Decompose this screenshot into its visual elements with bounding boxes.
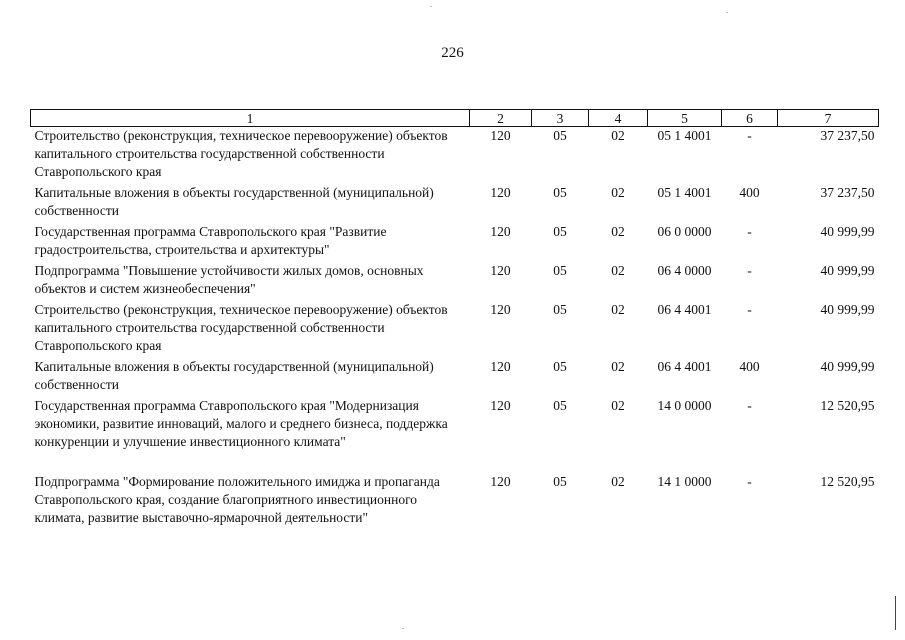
- row-col-2: 120: [490, 263, 511, 278]
- header-col-3: 3: [532, 110, 589, 127]
- table-row: [31, 262, 879, 301]
- row-col-7: 40 999,99: [820, 302, 875, 317]
- row-name: Капитальные вложения в объекты государственной (муниципальной) собственности: [34, 359, 434, 392]
- row-name: Строительство (реконструкция, техническое перевооружение) объектов капитального строительства государственной собственности Ставропольского края: [34, 128, 448, 179]
- row-col-2: 120: [490, 474, 511, 489]
- row-name: Подпрограмма "Формирование положительного имиджа и пропаганда Ставропольского края, создание благоприятного инвестиционного климата, развитие выставочно-ярмарочной деятельности": [34, 474, 440, 525]
- row-col-3: 05: [553, 302, 567, 317]
- row-col-5: 14 0 0000: [657, 398, 712, 413]
- table-row: [31, 358, 879, 397]
- row-col-3: 05: [553, 263, 567, 278]
- table-row: [31, 473, 879, 544]
- row-col-2: 120: [490, 302, 511, 317]
- row-col-7: 37 237,50: [820, 128, 875, 143]
- row-col-5: 06 4 4001: [657, 302, 712, 317]
- header-col-6: 6: [722, 110, 778, 127]
- scan-speck: [430, 6, 432, 7]
- row-col-4: 02: [611, 302, 625, 317]
- row-col-7: 37 237,50: [820, 185, 875, 200]
- row-col-3: 05: [553, 359, 567, 374]
- table-row: [31, 223, 879, 262]
- table-row: [31, 397, 879, 473]
- header-col-1: 1: [31, 110, 470, 127]
- table-row: [31, 184, 879, 223]
- table-header-row: [31, 110, 879, 127]
- row-col-7: 12 520,95: [820, 398, 875, 413]
- row-col-5: 06 4 0000: [657, 263, 712, 278]
- row-name: Государственная программа Ставропольского края "Развитие градостроительства, строительства и архитектуры": [34, 224, 387, 257]
- row-col-4: 02: [611, 398, 625, 413]
- row-col-4: 02: [611, 128, 625, 143]
- row-col-7: 40 999,99: [820, 263, 875, 278]
- row-col-2: 120: [490, 185, 511, 200]
- row-col-5: 06 4 4001: [657, 359, 712, 374]
- row-col-4: 02: [611, 359, 625, 374]
- row-col-6: -: [747, 128, 752, 143]
- row-col-5: 06 0 0000: [657, 224, 712, 239]
- row-col-5: 14 1 0000: [657, 474, 712, 489]
- row-name: Подпрограмма "Повышение устойчивости жилых домов, основных объектов и систем жизнеобеспечения": [34, 263, 424, 296]
- table-row: [31, 301, 879, 358]
- scan-edge-line: [895, 596, 896, 630]
- row-col-6: -: [747, 398, 752, 413]
- row-col-3: 05: [553, 128, 567, 143]
- page-number: 226: [441, 45, 464, 61]
- row-col-3: 05: [553, 185, 567, 200]
- row-col-3: 05: [553, 224, 567, 239]
- row-col-7: 40 999,99: [820, 224, 875, 239]
- row-col-3: 05: [553, 474, 567, 489]
- row-col-2: 120: [490, 398, 511, 413]
- row-col-5: 05 1 4001: [657, 185, 712, 200]
- header-col-4: 4: [589, 110, 648, 127]
- row-col-6: -: [747, 263, 752, 278]
- row-col-2: 120: [490, 128, 511, 143]
- row-col-4: 02: [611, 185, 625, 200]
- table-row: [31, 127, 879, 185]
- row-name: Государственная программа Ставропольского края "Модернизация экономики, развитие инноваций, малого и среднего бизнеса, поддержка конкуренции и улучшение инвестиционного климата": [34, 398, 448, 449]
- row-col-7: 12 520,95: [820, 474, 875, 489]
- header-col-2: 2: [470, 110, 532, 127]
- row-col-6: -: [747, 302, 752, 317]
- row-name: Капитальные вложения в объекты государственной (муниципальной) собственности: [34, 185, 434, 218]
- row-col-6: 400: [739, 359, 760, 374]
- row-col-4: 02: [611, 474, 625, 489]
- row-col-7: 40 999,99: [820, 359, 875, 374]
- row-col-2: 120: [490, 359, 511, 374]
- header-col-7: 7: [778, 110, 879, 127]
- row-col-6: -: [747, 224, 752, 239]
- row-name: Строительство (реконструкция, техническое перевооружение) объектов капитального строительства государственной собственности Ставропольского края: [34, 302, 448, 353]
- row-col-2: 120: [490, 224, 511, 239]
- row-col-4: 02: [611, 263, 625, 278]
- row-col-4: 02: [611, 224, 625, 239]
- row-col-3: 05: [553, 398, 567, 413]
- row-col-6: 400: [739, 185, 760, 200]
- scan-speck: [402, 628, 404, 629]
- row-col-5: 05 1 4001: [657, 128, 712, 143]
- scan-speck: [726, 12, 728, 13]
- budget-table: [30, 109, 879, 544]
- header-col-5: 5: [648, 110, 722, 127]
- row-col-6: -: [747, 474, 752, 489]
